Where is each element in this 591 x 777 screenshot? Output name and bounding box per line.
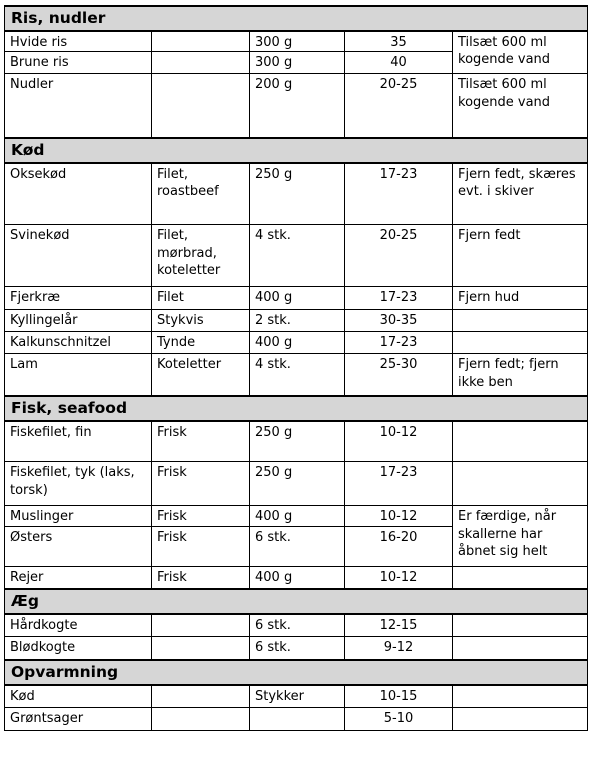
time-cell: 35 (345, 31, 453, 52)
table-row (5, 462, 588, 506)
food-cell: Fiskefilet, fin (5, 421, 152, 462)
amount-cell: 300 g (250, 52, 345, 74)
amount-cell: 300 g (250, 31, 345, 52)
food-cell: Svinekød (5, 225, 152, 287)
food-cell: Kød (5, 685, 152, 708)
table-row (5, 614, 588, 637)
type-cell: Filet, mørbrad, koteletter (152, 225, 250, 287)
amount-cell (250, 708, 345, 731)
amount-cell: 4 stk. (250, 225, 345, 287)
type-cell: Tynde (152, 332, 250, 354)
section-title: Kød (5, 138, 588, 163)
food-cell: Fiskefilet, tyk (laks, torsk) (5, 462, 152, 506)
amount-cell: 250 g (250, 421, 345, 462)
amount-cell: 6 stk. (250, 637, 345, 660)
table-row (5, 421, 588, 462)
section-header-row (5, 6, 588, 31)
note-cell: Fjern fedt (453, 225, 588, 287)
amount-cell: 2 stk. (250, 310, 345, 332)
type-cell: Frisk (152, 527, 250, 567)
type-cell (152, 637, 250, 660)
type-cell (152, 614, 250, 637)
note-cell (453, 567, 588, 589)
type-cell (152, 708, 250, 731)
time-cell: 10-12 (345, 421, 453, 462)
type-cell: Filet, roastbeef (152, 163, 250, 225)
food-cell: Østers (5, 527, 152, 567)
amount-cell: 250 g (250, 462, 345, 506)
time-cell: 10-15 (345, 685, 453, 708)
note-cell: Tilsæt 600 ml kogende vand (453, 31, 588, 74)
food-cell: Fjerkræ (5, 287, 152, 310)
note-cell: Fjern fedt; fjern ikke ben (453, 354, 588, 396)
amount-cell: 400 g (250, 567, 345, 589)
food-cell: Hårdkogte (5, 614, 152, 637)
table-row (5, 310, 588, 332)
time-cell: 25-30 (345, 354, 453, 396)
cooking-table-container (4, 5, 587, 731)
type-cell (152, 685, 250, 708)
note-cell (453, 637, 588, 660)
section-header-row (5, 396, 588, 421)
type-cell: Koteletter (152, 354, 250, 396)
food-cell: Lam (5, 354, 152, 396)
cooking-table-body (5, 6, 588, 731)
type-cell: Frisk (152, 421, 250, 462)
time-cell: 17-23 (345, 462, 453, 506)
type-cell (152, 31, 250, 52)
type-cell: Stykvis (152, 310, 250, 332)
table-row (5, 332, 588, 354)
time-cell: 10-12 (345, 506, 453, 527)
amount-cell: 6 stk. (250, 614, 345, 637)
table-row (5, 708, 588, 731)
section-title: Ris, nudler (5, 6, 588, 31)
type-cell (152, 52, 250, 74)
table-row (5, 74, 588, 138)
time-cell: 10-12 (345, 567, 453, 589)
note-cell (453, 708, 588, 731)
note-cell (453, 421, 588, 462)
section-header-row (5, 138, 588, 163)
note-cell: Fjern fedt, skæres evt. i skiver (453, 163, 588, 225)
type-cell (152, 74, 250, 138)
time-cell: 17-23 (345, 287, 453, 310)
amount-cell: 400 g (250, 287, 345, 310)
amount-cell: 250 g (250, 163, 345, 225)
table-row (5, 567, 588, 589)
type-cell: Filet (152, 287, 250, 310)
table-row (5, 287, 588, 310)
food-cell: Muslinger (5, 506, 152, 527)
note-cell (453, 685, 588, 708)
table-row (5, 354, 588, 396)
food-cell: Hvide ris (5, 31, 152, 52)
amount-cell: 4 stk. (250, 354, 345, 396)
amount-cell: 6 stk. (250, 527, 345, 567)
section-title: Æg (5, 589, 588, 614)
table-row (5, 685, 588, 708)
time-cell: 20-25 (345, 74, 453, 138)
type-cell: Frisk (152, 462, 250, 506)
food-cell: Rejer (5, 567, 152, 589)
table-row (5, 225, 588, 287)
food-cell: Blødkogte (5, 637, 152, 660)
food-cell: Brune ris (5, 52, 152, 74)
cooking-table (4, 5, 588, 731)
section-title: Fisk, seafood (5, 396, 588, 421)
section-title: Opvarmning (5, 660, 588, 685)
time-cell: 16-20 (345, 527, 453, 567)
time-cell: 9-12 (345, 637, 453, 660)
time-cell: 12-15 (345, 614, 453, 637)
amount-cell: 400 g (250, 332, 345, 354)
table-row (5, 163, 588, 225)
amount-cell: Stykker (250, 685, 345, 708)
table-row (5, 637, 588, 660)
note-cell (453, 614, 588, 637)
section-header-row (5, 589, 588, 614)
note-cell (453, 332, 588, 354)
food-cell: Grøntsager (5, 708, 152, 731)
food-cell: Nudler (5, 74, 152, 138)
time-cell: 5-10 (345, 708, 453, 731)
note-cell: Fjern hud (453, 287, 588, 310)
time-cell: 17-23 (345, 332, 453, 354)
type-cell: Frisk (152, 506, 250, 527)
type-cell: Frisk (152, 567, 250, 589)
note-cell (453, 462, 588, 506)
amount-cell: 400 g (250, 506, 345, 527)
food-cell: Oksekød (5, 163, 152, 225)
time-cell: 20-25 (345, 225, 453, 287)
time-cell: 30-35 (345, 310, 453, 332)
table-row (5, 506, 588, 527)
food-cell: Kalkunschnitzel (5, 332, 152, 354)
note-cell (453, 310, 588, 332)
time-cell: 40 (345, 52, 453, 74)
food-cell: Kyllingelår (5, 310, 152, 332)
section-header-row (5, 660, 588, 685)
amount-cell: 200 g (250, 74, 345, 138)
table-row (5, 31, 588, 52)
time-cell: 17-23 (345, 163, 453, 225)
note-cell: Er færdige, når skallerne har åbnet sig helt (453, 506, 588, 567)
note-cell: Tilsæt 600 ml kogende vand (453, 74, 588, 138)
